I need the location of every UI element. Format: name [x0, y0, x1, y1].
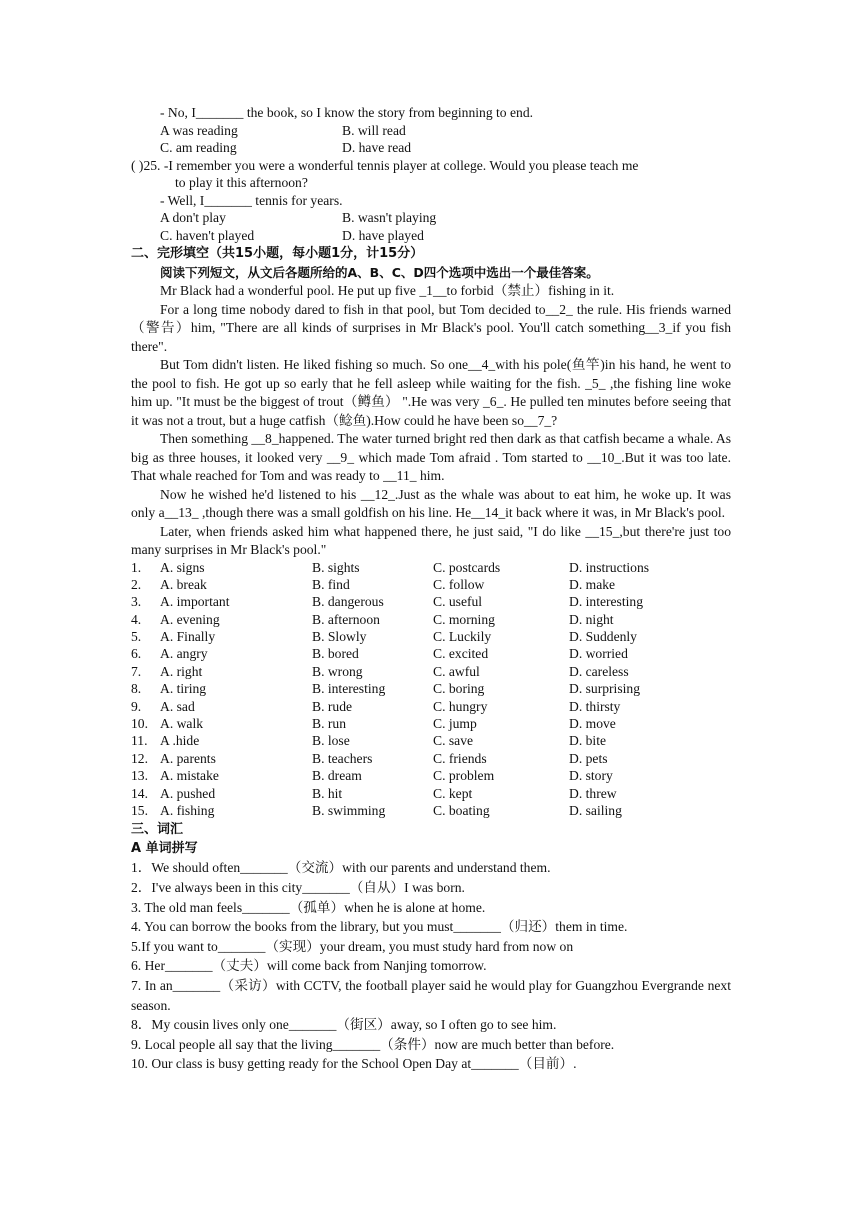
cloze-option-row: [131, 664, 729, 681]
option-number: 2.: [131, 576, 142, 592]
vocab-item-6: 6. Her_______（丈夫）will come back from Nanjing tomorrow.: [131, 958, 487, 974]
cloze-option-row: [131, 681, 729, 698]
option-c: C. save: [433, 733, 474, 749]
cloze-option-row: [131, 751, 729, 768]
option-c: C. follow: [433, 576, 485, 592]
q24-option-b: B. will read: [342, 122, 406, 138]
cloze-option-row: [131, 594, 729, 611]
option-a: A .hide: [160, 733, 200, 749]
option-number: 5.: [131, 629, 142, 645]
cloze-option-row: [131, 768, 729, 785]
cloze-paragraph-1: Mr Black had a wonderful pool. He put up five _1__to forbid（禁止）fishing in it.: [160, 283, 615, 298]
vocab-item-2: 2．I've always been in this city_______（自从）I was born.: [131, 879, 465, 895]
cloze-option-row: [131, 577, 729, 594]
cloze-option-row: [131, 716, 729, 733]
option-b: B. lose: [312, 733, 350, 749]
option-d: D. careless: [569, 663, 629, 679]
q24-options-row-1: [131, 122, 731, 140]
cloze-option-row: [131, 733, 729, 750]
option-c: C. excited: [433, 646, 489, 662]
option-d: D. threw: [569, 785, 617, 801]
option-c: C. awful: [433, 663, 480, 679]
option-d: D. pets: [569, 750, 608, 766]
option-b: B. bored: [312, 646, 359, 662]
cloze-option-row: [131, 560, 729, 577]
vocab-item-10: 10. Our class is busy getting ready for the School Open Day at_______（目前）.: [131, 1056, 577, 1072]
cloze-paragraph-5: Now he wished he'd listened to his __12_.Just as the whale was about to eat him, he woke up. It was only a__13_ ,though there was a small goldfish on his line. He__14_it back where it was, in Mr Black's pool.: [131, 486, 731, 520]
option-d: D. sailing: [569, 802, 622, 818]
option-d: D. interesting: [569, 594, 643, 610]
option-c: C. kept: [433, 785, 473, 801]
option-number: 6.: [131, 646, 142, 662]
option-b: B. find: [312, 576, 350, 592]
option-a: A. signs: [160, 559, 205, 575]
option-a: A. break: [160, 576, 207, 592]
q24-option-a: A was reading: [160, 122, 238, 138]
option-number: 3.: [131, 594, 142, 610]
option-d: D. make: [569, 576, 616, 592]
q24-option-d: D. have read: [342, 140, 412, 155]
option-number: 7.: [131, 663, 142, 679]
option-b: B. hit: [312, 785, 343, 801]
option-d: D. instructions: [569, 559, 650, 575]
option-c: C. postcards: [433, 559, 501, 575]
option-a: A. important: [160, 594, 230, 610]
cloze-option-row: [131, 699, 729, 716]
option-a: A. angry: [160, 646, 208, 662]
cloze-option-row: [131, 646, 729, 663]
option-a: A. pushed: [160, 785, 216, 801]
cloze-instruction: 阅读下列短文，从文后各题所给的A、B、C、D四个选项中选出一个最佳答案。: [160, 265, 599, 280]
option-b: B. wrong: [312, 663, 363, 679]
cloze-paragraph-3: But Tom didn't listen. He liked fishing so much. So one__4_with his pole(鱼竿)in his hand, he went to the pool to fish. He got up so early that he fell asleep while waiting for the fish. _5_ ,the fishing line woke him up. "It must be the biggest of trout（鳟鱼） ".He was very _6_. He pulled ten minutes before seeing that it was not a trout, but a huge catfish（鲶鱼).How could he have been so__7_?: [131, 357, 731, 428]
option-number: 4.: [131, 611, 142, 627]
cloze-option-row: [131, 786, 729, 803]
vocab-section-heading: 三、词汇: [131, 822, 184, 838]
option-c: C. morning: [433, 611, 495, 627]
option-b: B. dangerous: [312, 594, 384, 610]
cloze-section-heading: 二、完形填空（共15小题，每小题1分，计15分）: [131, 246, 424, 261]
option-c: C. boating: [433, 802, 490, 818]
option-b: B. teachers: [312, 750, 373, 766]
cloze-paragraph-6: Later, when friends asked him what happened there, he just said, "I do like __15_,but there're just too many surprises in Mr Black's pool.": [131, 523, 731, 557]
option-b: B. dream: [312, 768, 362, 784]
cloze-options-table: [131, 560, 729, 821]
vocab-item-9: 9. Local people all say that the living_______（条件）now are much better than before.: [131, 1036, 615, 1052]
option-number: 10.: [131, 716, 148, 732]
vocab-item-8: 8．My cousin lives only one_______（街区）away, so I often go to see him.: [131, 1017, 557, 1033]
option-b: B. run: [312, 716, 346, 732]
option-number: 9.: [131, 698, 142, 714]
option-a: A. right: [160, 663, 203, 679]
q25-option-a: A don't play: [160, 210, 226, 225]
option-b: B. rude: [312, 698, 353, 714]
option-a: A. evening: [160, 611, 220, 627]
vocab-item-5: 5.If you want to_______（实现）your dream, you must study hard from now on: [131, 938, 574, 954]
option-c: C. hungry: [433, 698, 488, 714]
option-d: D. worried: [569, 646, 628, 662]
q25-option-d: D. have played: [342, 227, 424, 243]
q25-option-b: B. wasn't playing: [342, 210, 437, 225]
option-number: 13.: [131, 768, 148, 784]
option-a: A. parents: [160, 750, 216, 766]
option-number: 14.: [131, 785, 148, 801]
option-number: 15.: [131, 802, 148, 818]
option-a: A. Finally: [160, 629, 216, 645]
q25-question-line: ( )25. -I remember you were a wonderful tennis player at college. Would you please teach me: [131, 157, 639, 173]
option-c: C. Luckily: [433, 629, 492, 645]
cloze-option-row: [131, 803, 729, 820]
option-d: D. surprising: [569, 681, 640, 697]
option-b: B. interesting: [312, 681, 386, 697]
option-b: B. afternoon: [312, 611, 380, 627]
option-d: D. bite: [569, 733, 606, 749]
vocab-item-3: 3. The old man feels_______（孤单）when he is alone at home.: [131, 899, 486, 915]
q24-option-c: C. am reading: [160, 140, 237, 155]
q24-options-row-2: [131, 139, 731, 157]
q25-options-row-1: [131, 209, 731, 227]
option-a: A. fishing: [160, 802, 215, 818]
option-b: B. Slowly: [312, 629, 367, 645]
worksheet-page: [131, 104, 731, 1074]
option-a: A. sad: [160, 698, 195, 714]
option-a: A. mistake: [160, 768, 219, 784]
option-a: A. tiring: [160, 681, 207, 697]
vocab-item-4: 4. You can borrow the books from the library, but you must_______（归还）them in time.: [131, 919, 628, 935]
vocab-item-1: 1．We should often_______（交流）with our parents and understand them.: [131, 860, 551, 876]
q24-dialogue-line: - No, I_______ the book, so I know the story from beginning to end.: [160, 105, 534, 120]
cloze-option-row: [131, 629, 729, 646]
option-number: 11.: [131, 733, 148, 749]
option-a: A. walk: [160, 716, 204, 732]
option-c: C. useful: [433, 594, 483, 610]
option-c: C. jump: [433, 716, 477, 732]
option-number: 1.: [131, 559, 142, 575]
q25-dialogue-line: - Well, I_______ tennis for years.: [160, 192, 343, 208]
option-d: D. night: [569, 611, 614, 627]
q25-question-cont: to play it this afternoon?: [175, 175, 308, 190]
option-d: D. thirsty: [569, 698, 621, 714]
option-c: C. problem: [433, 768, 495, 784]
option-d: D. Suddenly: [569, 629, 637, 645]
option-number: 8.: [131, 681, 142, 697]
option-d: D. move: [569, 716, 616, 732]
vocab-item-7: 7. In an_______（采访）with CCTV, the football player said he would play for Guangzhou Evergrande next season.: [131, 977, 731, 1013]
cloze-paragraph-4: Then something __8_happened. The water turned bright red then dark as that catfish became a whale. As big as three houses, it looked very __9_ which made Tom afraid . Tom started to __10_.But it was too late. That whale reached for Tom and was ready to __11_ him.: [131, 431, 731, 483]
option-b: B. sights: [312, 559, 360, 575]
option-d: D. story: [569, 768, 613, 784]
vocab-subheading: A 单词拼写: [131, 841, 198, 857]
option-number: 12.: [131, 750, 148, 766]
option-c: C. friends: [433, 750, 487, 766]
cloze-paragraph-2: For a long time nobody dared to fish in that pool, but Tom decided to__2_ the rule. His friends warned（警告）him, "There are all kinds of surprises in Mr Black's pool. You'll catch something__3_if you fish there".: [131, 301, 731, 354]
option-b: B. swimming: [312, 802, 386, 818]
q25-option-c: C. haven't played: [160, 227, 255, 243]
cloze-option-row: [131, 612, 729, 629]
option-c: C. boring: [433, 681, 485, 697]
q25-options-row-2: [131, 227, 731, 245]
